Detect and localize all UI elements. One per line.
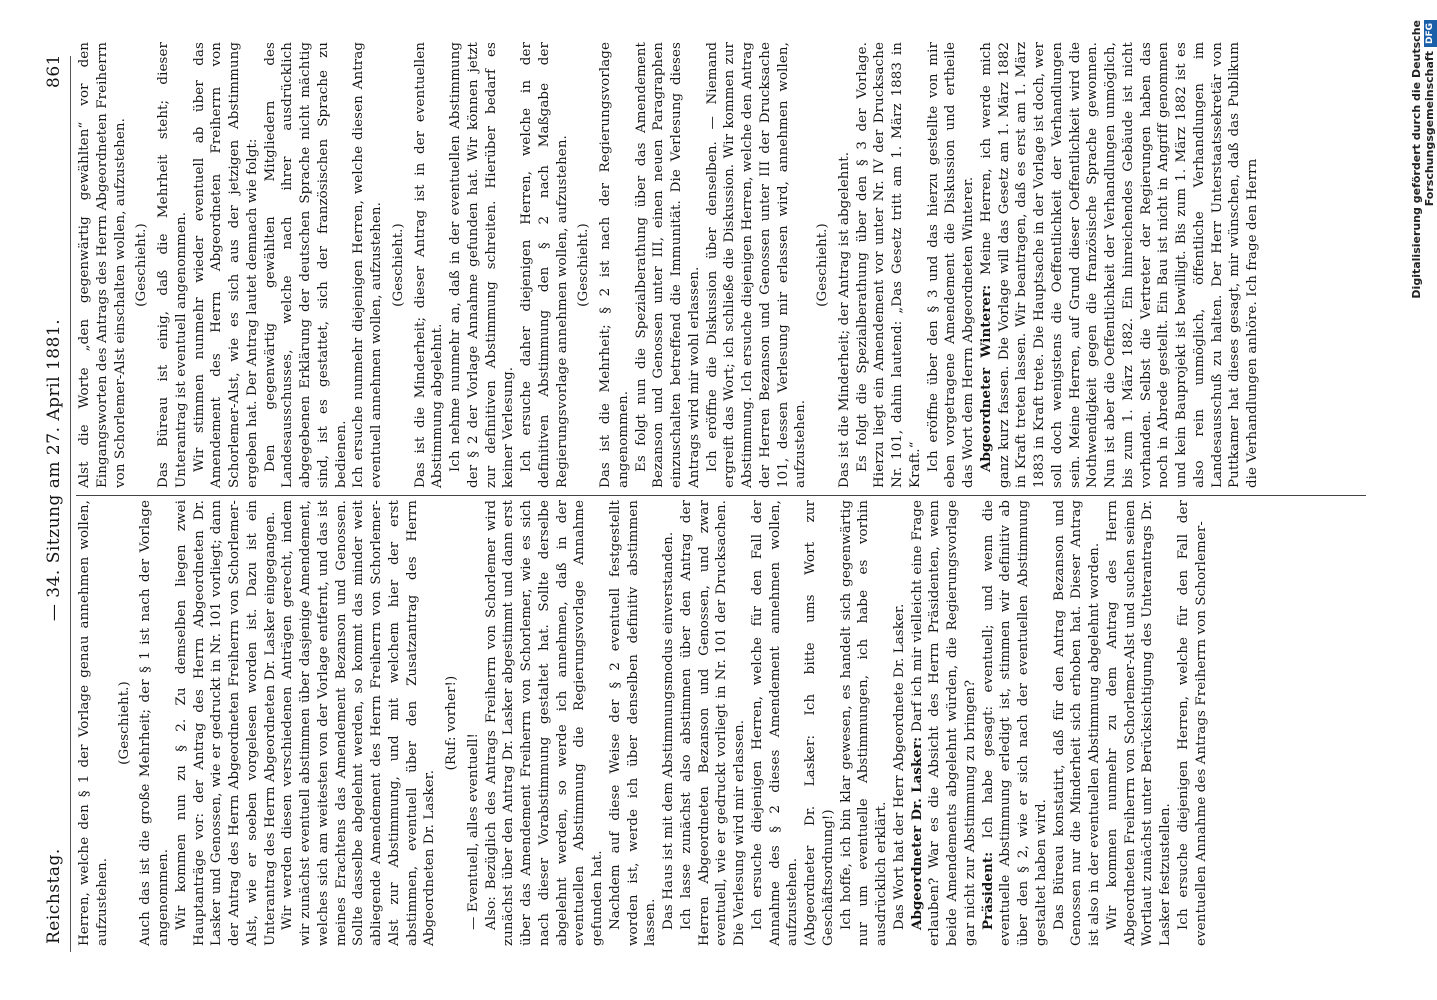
paragraph (412, 42, 448, 488)
page-header (40, 30, 70, 970)
paragraph-text: Ich lasse zunächst also abstimmen über den Antrag der Herren Abgeordneten Bezanson und Genossen, und zwar eventuell, wie er gedruckt vorliegt in Nr. 101 der Drucksachen. Die Verlesung wird mir erlassen. (678, 500, 747, 946)
stage-direction (116, 500, 134, 946)
paragraph-text: Das ist die Minderheit; der Antrag ist abgelehnt. (836, 151, 852, 488)
paragraph (678, 500, 749, 946)
paragraph-text: Das Wort hat der Herr Abgeordnete Dr. Lasker. (891, 603, 907, 930)
paragraph (854, 42, 925, 488)
paragraph (447, 42, 518, 488)
paragraph (76, 500, 112, 946)
paragraph-text: Meine Herren, ich werde mich ganz kurz fassen. Die Vorlage will das Gesetz am 1. März 1882 in Kraft treten lassen. Wir beantragen, daß es erst am 1. März 1883 in Kraft trete. Die Hauptsache in der Vorlage ist doch, wer soll doch wenigstens die Oeffentlichkeit der Verhandlungen sein. Meine Herren, auf Grund dieser Oeffentlichkeit wird die Nothwendigkeit gegen die französische Sprache gewonnen. Nun ist aber die Oeffentlichkeit der Verhandlungen unmöglich, bis zum 1. März 1882. Ein hinreichendes Gebäude ist nicht vorhanden. Selbst die Vertreter der Regierungen haben das noch in Abrede gestellt. Ein Bau ist nicht in Angriff genommen und kein Bauprojekt ist bewilligt. Bis zum 1. März 1882 ist es also rein unmöglich, öffentliche Verhandlungen im Landesausschuß zu halten. Der Herr Unterstaatssekretär von Puttkamer hat dieses gesagt, mir wünschen, daß das Publikum die Verhandlungen anhöre. Ich frage den Herrn (978, 41, 1260, 488)
paragraph-text: Ich ersuche daher diejenigen Herren, welche in der definitiven Abstimmung den § 2 nach Maßgabe der Regierungsvorlage annehmen wollen, aufzustehen. (519, 42, 570, 488)
speech-paragraph (909, 500, 980, 946)
paragraph-text: (Geschieht.) (815, 223, 830, 307)
paragraph-text: Wir werden diesen verschiedenen Anträgen gerecht, indem wir zunächst eventuell abstimmen über dasjenige Amendement, welches sich am weitesten von der Vorlage entfernt, und das ist meines Erachtens das Amendement Bezanson und Genossen. Sollte dasselbe abgelehnt werden, so kommt das minder weit abliegende Amendement des Herrn Freiherrn von Schorlemer-Alst zur Abstimmung, und mit welchem hier der erst abstimmen, eventuell über den Zusatzantrag des Herrn Abgeordneten Dr. Lasker. (280, 500, 438, 946)
paragraph (1104, 500, 1175, 946)
paragraph (262, 42, 351, 488)
paragraph (749, 500, 802, 946)
paragraph-text: Es folgt die Spezialberathung über den § 3 der Vorlage. Hierzu liegt ein Amendement vor unter Nr. IV der Drucksache Nr. 101, dahin lautend: „Das Gesetz tritt am 1. März 1883 in Kraft.“ (854, 42, 923, 488)
paragraph (838, 500, 891, 946)
paragraph (597, 42, 633, 488)
column-divider (76, 495, 1366, 496)
header-left: Reichstag. (44, 848, 64, 944)
paragraph (633, 42, 704, 488)
paragraph (1051, 500, 1104, 946)
speaker-name: Abgeordneter Winterer: (977, 284, 994, 472)
stage-direction (575, 42, 593, 488)
paragraph (660, 500, 678, 946)
paragraph-text: Das Büreau konstatirt, daß für den Antrag Bezanson und Genossen nur die Minderheit sich erhoben hat. Dieser Antrag ist also in der eventuellen Abstimmung abgelehnt worden. (1051, 500, 1102, 946)
paragraph-text: Ich ersuche nunmehr diejenigen Herren, welche diesen Antrag eventuell annehmen wollen, aufzustehen. (351, 42, 384, 488)
paragraph (925, 42, 978, 488)
paragraph-text: Das ist die Mehrheit; § 2 ist nach der Regierungsvorlage angenommen. (598, 42, 631, 488)
paragraph (891, 500, 909, 946)
paragraph-text: (Abgeordneter Dr. Lasker: Ich bitte ums Wort zur Geschäftsordnung!) (803, 500, 836, 946)
paragraph-text: Herren, welche den § 1 der Vorlage genau annehmen wollen, aufzustehen. (77, 500, 110, 946)
page-number: 861 (44, 54, 64, 88)
stage-direction (133, 42, 151, 488)
paragraph (173, 500, 280, 946)
paragraph-text: Ich eröffne über den § 3 und das hierzu gestellte von mir eben vorgetragene Amendement die Diskussion und ertheile das Wort dem Herrn Abgeordneten Winterer. (925, 42, 976, 488)
dfg-logo: DFG (1424, 20, 1437, 47)
stage-direction (390, 42, 408, 488)
paragraph (483, 500, 607, 946)
paragraph (279, 500, 439, 946)
paragraph-text: Wir stimmen nunmehr wieder eventuell ab über das Amendement des Herrn Abgeordneten Freiherrn von Schorlemer-Alst, wie es sich aus der jetzigen Abstimmung ergeben hat. Der Antrag lautet demnach wie folgt: (191, 42, 260, 488)
paragraph-text: Ich nehme nunmehr an, daß in der eventuellen Abstimmung der § 2 der Vorlage Annahme gefunden hat. Wir können jetzt zur definitiven Abstimmung schreiten. Hierüber bedarf es keiner Verlesung. (448, 42, 517, 488)
paragraph-text: Das Büreau ist einig, daß die Mehrheit steht; dieser Unterantrag ist eventuell angenommen. (156, 42, 189, 488)
paragraph (155, 42, 191, 488)
paragraph (704, 42, 811, 488)
footer-text: Digitalisierung gefördert durch die Deutsche Forschungsgemeinschaft (1410, 20, 1436, 299)
paragraph (191, 42, 262, 488)
paragraph-text: Ich eröffne die Diskussion über denselben. — Niemand ergreift das Wort; ich schließe die Diskussion. Wir kommen zur Abstimmung. Ich ersuche diejenigen Herren, welche den Antrag der Herren Bezanson und Genossen unter III der Drucksache 101, dessen Verlesung mir erlassen wird, annehmen wollen, aufzustehen. (704, 42, 809, 488)
stage-direction (443, 500, 461, 946)
paragraph-text: Wir kommen nun zu § 2. Zu demselben liegen zwei Hauptanträge vor: der Antrag des Herrn Abgeordneten Dr. Lasker und Genossen, wie er gedruckt in Nr. 101 vorliegt; dann der Antrag des Herrn Abgeordneten Freiherrn von Schorlemer-Alst, wie er soeben vorgelesen worden ist. Dazu ist ein Unterantrag des Herrn Abgeordneten Dr. Lasker eingegangen. (173, 500, 278, 946)
paragraph (836, 42, 854, 488)
paragraph-text: Ich ersuche diejenigen Herren, welche für den Fall der eventuellen Annahme des Antrags Freiherrn von Schorlemer- (1175, 500, 1209, 946)
paragraph-text: Es folgt nun die Spezialberathung über das Amendement Bezanson und Genossen unter III, einen neuen Paragraphen einzuschalten betreffend die Immunität. Die Verlesung dieses Antrags wird mir wohl erlassen. (633, 42, 702, 488)
speech-paragraph (980, 500, 1051, 946)
paragraph (1175, 500, 1211, 946)
right-column (76, 42, 1366, 488)
paragraph-text: Auch das ist die große Mehrheit; der § 1 ist nach der Vorlage angenommen. (138, 500, 171, 946)
paragraph (607, 500, 660, 946)
paragraph-text: (Geschieht.) (390, 223, 406, 307)
paragraph (518, 42, 571, 488)
paragraph-text: Den gegenwärtig gewählten Mitgliedern des Landesausschusses, welche nach ihrer ausdrücklich abgegebenen Erklärung der deutschen Sprache nicht mächtig sind, ist es gestattet, sich der französischen Sprache zu bedienen. (262, 42, 349, 488)
stage-direction (814, 42, 832, 488)
paragraph-text: Also: Bezüglich des Antrags Freiherrn von Schorlemer wird zunächst über den Antrag Dr. Lasker abgestimmt und dann erst über das Amendement Freiherrn von Schorlemer, wie es sich nach dieser Vorabstimmung gestaltet hat. Sollte derselbe abgelehnt werden, so werde ich annehmen, daß in der eventuellen Abstimmung die Regierungsvorlage Annahme gefunden hat. (483, 500, 605, 946)
footer-credit (1410, 20, 1436, 440)
paragraph (465, 500, 483, 946)
paragraph-text: Darf ich mir vielleicht eine Frage erlauben? War es die Absicht des Herrn Präsidenten, wenn beide Amendements abgelehnt würden, die Regierungsvorlage gar nicht zur Abstimmung zu bringen? (909, 500, 978, 946)
paragraph-text: Ich habe gesagt: eventuell; und wenn die eventuelle Abstimmung erledigt ist, stimmen wir definitiv ab über den § 2, wie er sich nach der eventuellen Abstimmung gestaltet haben wird. (980, 500, 1049, 946)
paragraph-text: Nachdem auf diese Weise der § 2 eventuell festgestellt worden ist, werde ich über denselben definitiv abstimmen lassen. (607, 500, 659, 946)
paragraph (802, 500, 838, 946)
paragraph (137, 500, 173, 946)
left-column (76, 500, 1366, 946)
paragraph-text: Ich hoffe, ich bin klar gewesen, es handelt sich gegenwärtig nur um eventuelle Abstimmungen, ich habe es vorhin ausdrücklich erklärt. (838, 500, 889, 946)
paragraph-text: (Ruf: vorher!) (444, 675, 459, 771)
paragraph-text: Das ist die Minderheit; dieser Antrag ist in der eventuellen Abstimmung abgelehnt. (412, 42, 446, 488)
paragraph-text: Alst die Worte „den gegenwärtig gewählten“ vor den Eingangsworten des Antrags des Herrn Abgeordneten Freiherrn von Schorlemer-Alst einschalten wollen, aufzustehen. (77, 42, 128, 488)
paragraph-text: (Geschieht.) (134, 223, 150, 307)
header-rule (70, 56, 71, 952)
paragraph-text: Wir kommen nunmehr zu dem Antrag des Herrn Abgeordneten Freiherrn von Schorlemer-Alst und suchen seinen Wortlaut zunächst unter Berücksichtigung des Unterantrags Dr. Lasker festzustellen. (1104, 500, 1173, 946)
paragraph-text: (Geschieht.) (116, 681, 132, 765)
speaker-name: Präsident: (979, 851, 996, 930)
paragraph-text: Das Haus ist mit dem Abstimmungsmodus einverstanden. (661, 531, 676, 930)
speech-paragraph (978, 42, 1262, 488)
paragraph (76, 42, 129, 488)
paragraph-text: — Eventuell, alles eventuell! (465, 733, 481, 930)
paragraph-text: Ich ersuche diejenigen Herren, welche für den Fall der Annahme des § 2 dieses Amendement annehmen wollen, aufzustehen. (749, 500, 801, 946)
paragraph-text: (Geschieht.) (576, 223, 592, 307)
paragraph (350, 42, 386, 488)
speaker-name: Abgeordneter Dr. Lasker: (908, 736, 925, 930)
header-session: — 34. Sitzung am 27. April 1881. (44, 318, 64, 622)
